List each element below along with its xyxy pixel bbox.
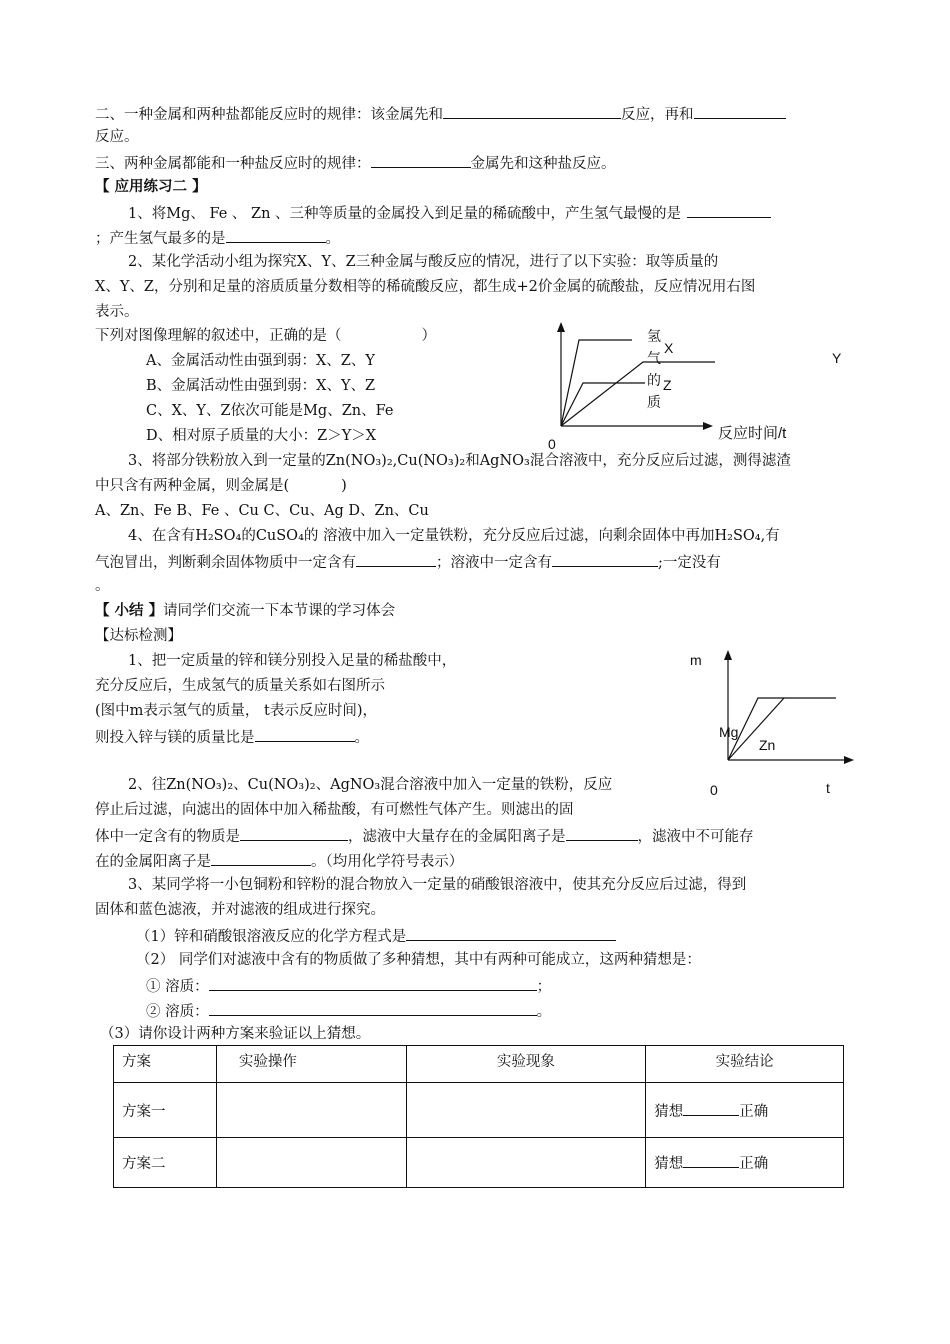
chart1-label-z: Z: [663, 377, 672, 393]
p2-q2-option-d: D、相对原子质量的大小：Z＞Y＞X: [146, 428, 377, 444]
conclusion-guess-label: 猜想: [654, 1156, 684, 1172]
blank-conclusion[interactable]: [683, 1101, 739, 1116]
blank-p2-q4-solid[interactable]: [356, 552, 436, 567]
blank-equation[interactable]: [406, 926, 616, 941]
check-q3-sub1-text: （1）锌和硝酸银溶液反应的化学方程式是: [136, 929, 407, 945]
guess-2-end: 。: [536, 1004, 552, 1020]
chart1-label-x: X: [664, 340, 674, 356]
table-row: [114, 1138, 844, 1188]
header-conclusion: 实验结论: [646, 1046, 844, 1083]
check-q3-sub3: （3）请你设计两种方案来验证以上猜想。: [100, 1026, 371, 1042]
header-phenomenon: 实验现象: [406, 1046, 646, 1083]
p2-q3-close: ): [341, 478, 347, 494]
y-axis-arrow: [724, 650, 732, 660]
chart2-label-mg: Mg: [719, 724, 739, 740]
plan-table: [113, 1045, 844, 1188]
cell-operation[interactable]: [216, 1083, 406, 1138]
practice2-heading: 【 应用练习二 】: [95, 178, 207, 195]
cell-operation[interactable]: [216, 1138, 406, 1188]
p2-q4-text-c: ;一定没有: [658, 555, 721, 571]
check-q1-end: 。: [354, 730, 369, 746]
p2-q1-end: 。: [325, 231, 340, 247]
blank-check-q1-ratio[interactable]: [255, 727, 355, 742]
blank-check-q2-ions[interactable]: [566, 826, 638, 841]
row-plan-name: 方案一: [114, 1083, 217, 1138]
cell-conclusion: [646, 1083, 844, 1138]
rule2-line2: 反应。: [95, 129, 139, 145]
chart2-y-label: m: [690, 652, 702, 668]
check-q2-text-d: 在的金属阳离子是: [95, 854, 211, 870]
p2-q2-line3: 表示。: [95, 304, 139, 320]
row-plan-name: 方案二: [114, 1138, 217, 1188]
p2-q3-line1: 3、将部分铁粉放入到一定量的Zn(NO₃)₂,Cu(NO₃)₂和AgNO₃混合溶液中，充分反应后过滤，测得滤渣: [128, 453, 791, 469]
check-q3-sub2: （2） 同学们对滤液中含有的物质做了多种猜想，其中有两种可能成立，这两种猜想是：: [136, 952, 701, 968]
chart1-origin: 0: [548, 436, 556, 452]
chart1-label-y: Y: [832, 350, 842, 366]
line-y: [561, 362, 715, 426]
check-q2-text-c: ，滤液中不可能存: [637, 829, 754, 845]
summary-text: 请同学们交流一下本节课的学习体会: [163, 603, 396, 619]
blank-rule2-second[interactable]: [694, 104, 786, 119]
rule2-line1: [95, 104, 786, 124]
summary-line: [95, 602, 395, 620]
p2-q2-close: ）: [421, 328, 436, 344]
blank-guess-1[interactable]: [209, 976, 537, 991]
check-q2-text-b: ，滤液中大量存在的金属阳离子是: [348, 829, 566, 845]
blank-check-q2-solid[interactable]: [240, 826, 348, 841]
chart2-origin: 0: [710, 782, 718, 798]
guess-1-end: ；: [536, 979, 552, 995]
y-axis-arrow: [557, 322, 565, 332]
p2-q4-line2: [95, 552, 721, 572]
chart2-label-zn: Zn: [759, 737, 776, 753]
blank-p2-q1-slowest[interactable]: [687, 203, 771, 218]
p2-q1-line2: [95, 228, 340, 248]
p2-q4-end: 。: [95, 578, 110, 594]
check-q1-line4: [95, 727, 369, 747]
check-q1-line2: 充分反应后，生成氢气的质量关系如右图所示: [95, 678, 385, 694]
guess-1: [146, 976, 551, 996]
guess-2: [146, 1001, 551, 1021]
p2-q3-text: 中只含有两种金属，则金属是(: [95, 478, 290, 494]
check-q2-text: 体中一定含有的物质是: [95, 829, 240, 845]
blank-guess-2[interactable]: [209, 1001, 537, 1016]
cell-phenomenon[interactable]: [406, 1138, 646, 1188]
rule2-text: 二、一种金属和两种盐都能反应时的规律：该金属先和: [95, 107, 443, 123]
conclusion-guess-label: 猜想: [654, 1103, 684, 1120]
chart1-x-label: 反应时间/t: [718, 425, 787, 442]
p2-q1-text-b: ；产生氢气最多的是: [95, 231, 226, 247]
p2-q1-text: 1、将Mg、 Fe 、 Zn 、三种等质量的金属投入到足量的稀硫酸中，产生氢气最慢的是: [128, 206, 682, 222]
p2-q1-line1: [128, 203, 771, 223]
p2-q2-option-c: C、X、Y、Z依次可能是Mg、Zn、Fe: [146, 403, 394, 419]
guess-2-label: ② 溶质：: [146, 1004, 209, 1020]
p2-q3-line2: [95, 477, 347, 495]
chart1-y-label: 氢气的质: [647, 328, 661, 410]
line-z: [561, 383, 645, 426]
check-heading: 【达标检测】: [95, 628, 182, 644]
check-q3-line2: 固体和蓝色滤液，并对滤液的组成进行探究。: [95, 902, 385, 918]
conclusion-correct-label: 正确: [739, 1156, 769, 1172]
check-q2-line2: 停止后过滤，向滤出的固体中加入稀盐酸，有可燃性气体产生。则滤出的固: [95, 802, 574, 818]
header-operation: 实验操作: [216, 1046, 406, 1083]
blank-p2-q4-solution[interactable]: [552, 552, 658, 567]
p2-q4-line1: 4、在含有H₂SO₄的CuSO₄的 溶液中加入一定量铁粉，充分反应后过滤，向剩余固体中再加H₂SO₄,有: [128, 528, 780, 544]
table-row: [114, 1083, 844, 1138]
guess-1-label: ① 溶质：: [146, 979, 209, 995]
chart2-x-label: t: [826, 780, 830, 796]
check-q1-line3: (图中m表示氢气的质量， t表示反应时间)，: [95, 703, 377, 719]
conclusion-correct-label: 正确: [739, 1103, 769, 1120]
check-q2-line3: [95, 826, 754, 846]
blank-p2-q1-most[interactable]: [226, 228, 326, 243]
p2-q2-line2: X、Y、Z，分别和足量的溶质质量分数相等的稀硫酸反应，都生成+2价金属的硫酸盐，反应情况用右图: [95, 279, 756, 295]
check-q3-sub1: [136, 926, 616, 946]
rule2-text-b: 反应，再和: [621, 107, 694, 123]
p2-q2-stem-text: 下列对图像理解的叙述中，正确的是（: [95, 328, 342, 344]
cell-conclusion: [646, 1138, 844, 1188]
rule3-line: [95, 153, 616, 173]
x-axis-arrow: [703, 422, 713, 430]
chart-mass-vs-time: [710, 640, 870, 770]
check-q2-end: 。（均用化学符号表示）: [311, 854, 464, 870]
line-mg: [728, 698, 836, 760]
header-plan: 方案: [114, 1046, 217, 1083]
p2-q3-options: A、Zn、Fe B、Fe 、Cu C、Cu、Ag D、Zn、Cu: [95, 503, 429, 519]
p2-q4-text: 气泡冒出，判断剩余固体物质中一定含有: [95, 555, 356, 571]
p2-q4-text-b: ；溶液中一定含有: [436, 555, 552, 571]
p2-q2-stem: [95, 327, 436, 345]
p2-q2-line1: 2、某化学活动小组为探究X、Y、Z三种金属与酸反应的情况，进行了以下实验：取等质量的: [128, 254, 719, 270]
rule3-text-b: 金属先和这种盐反应。: [470, 156, 616, 172]
check-q3-line1: 3、某同学将一小包铜粉和锌粉的混合物放入一定量的硝酸银溶液中，使其充分反应后过滤，得到: [128, 877, 747, 893]
x-axis-arrow: [844, 756, 854, 764]
check-q2-line1: 2、往Zn(NO₃)₂、Cu(NO₃)₂、AgNO₃混合溶液中加入一定量的铁粉，反应: [128, 777, 613, 793]
cell-phenomenon[interactable]: [406, 1083, 646, 1138]
check-q2-line4: [95, 851, 463, 871]
blank-rule3[interactable]: [371, 153, 471, 168]
blank-rule2-first[interactable]: [443, 104, 621, 119]
p2-q2-option-b: B、金属活动性由强到弱：X、Y、Z: [146, 378, 376, 394]
p2-q2-option-a: A、金属活动性由强到弱：X、Z、Y: [146, 353, 375, 369]
blank-conclusion[interactable]: [683, 1153, 739, 1168]
table-header-row: [114, 1046, 844, 1083]
rule3-text: 三、两种金属都能和一种盐反应时的规律：: [95, 156, 371, 172]
summary-heading: 【 小结 】: [95, 602, 164, 619]
check-q1-text: 则投入锌与镁的质量比是: [95, 730, 255, 746]
chart-hydrogen-vs-time: [540, 318, 850, 448]
check-q1-line1: 1、把一定质量的锌和镁分别投入足量的稀盐酸中，: [128, 653, 457, 669]
blank-check-q2-absent[interactable]: [211, 851, 311, 866]
